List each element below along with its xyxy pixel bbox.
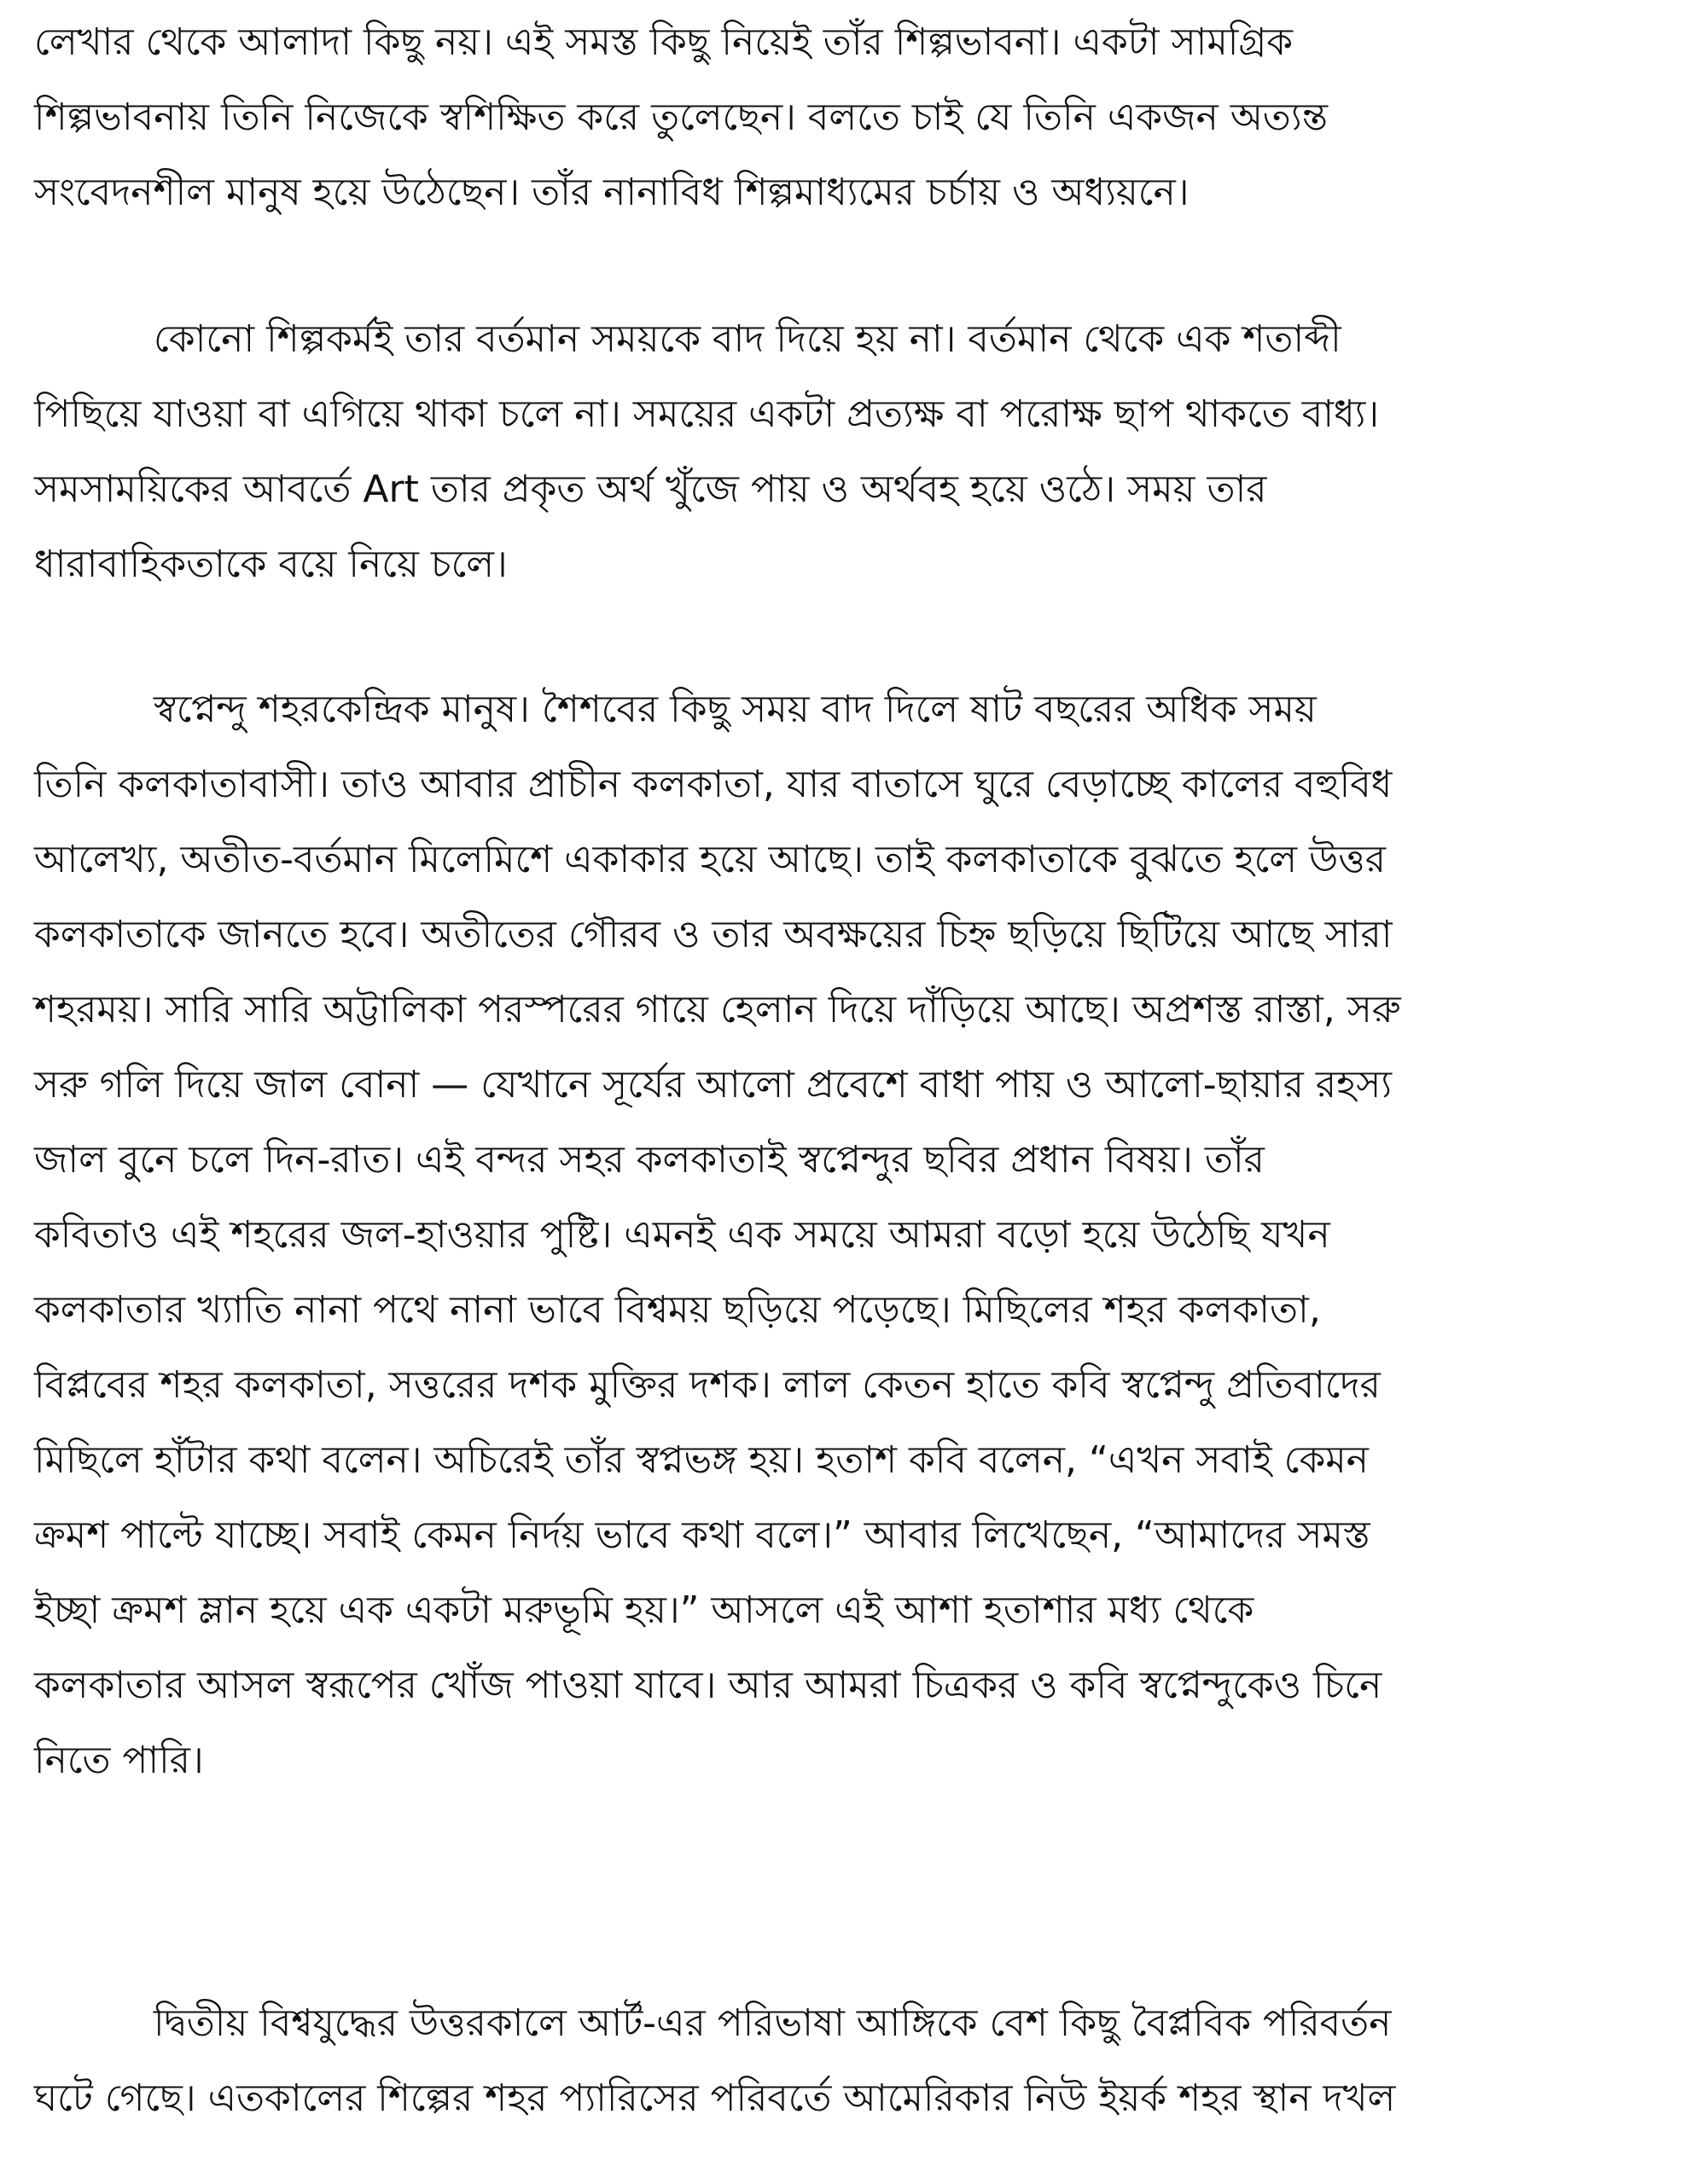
paragraph-4 <box>34 1986 1655 2136</box>
text-line: কবিতাও এই শহরের জল-হাওয়ার পুষ্টি। এমনই এক সময়ে আমরা বড়ো হয়ে উঠেছি যখন <box>34 1213 1330 1257</box>
text-line: ধারাবাহিকতাকে বয়ে নিয়ে চলে। <box>34 543 508 586</box>
paragraph-3 <box>34 672 1655 1798</box>
text-line: সমসাময়িকের আবর্তে Art তার প্রকৃত অর্থ খুঁজে পায় ও অর্থবহ হয়ে ওঠে। সময় তার <box>34 468 1267 511</box>
text-line: ক্রমশ পাল্টে যাচ্ছে। সবাই কেমন নির্দয় ভাবে কথা বলে।” আবার লিখেছেন, “আমাদের সমস্ত <box>34 1513 1370 1557</box>
text-line: স্বপ্নেন্দু শহরকেন্দ্রিক মানুষ। শৈশবের কিছু সময় বাদ দিলে ষাট বছরের অধিক সময় <box>154 688 1317 731</box>
text-line: কলকাতাকে জানতে হবে। অতীতের গৌরব ও তার অবক্ষয়ের চিহ্ন ছড়িয়ে ছিটিয়ে আছে সারা <box>34 913 1393 956</box>
paragraph-2 <box>34 302 1655 602</box>
text-line: কলকাতার আসল স্বরূপের খোঁজ পাওয়া যাবে। আর আমরা চিত্রকর ও কবি স্বপ্নেন্দুকেও চিনে <box>34 1664 1382 1707</box>
text-line: সংবেদনশীল মানুষ হয়ে উঠেছেন। তাঁর নানাবিধ শিল্পমাধ্যমের চর্চায় ও অধ্যয়নে। <box>34 171 1190 214</box>
text-line: মিছিলে হাঁটার কথা বলেন। অচিরেই তাঁর স্বপ্নভঙ্গ হয়। হতাশ কবি বলেন, “এখন সবাই কেমন <box>34 1438 1369 1482</box>
text-line: কোনো শিল্পকর্মই তার বর্তমান সময়কে বাদ দিয়ে হয় না। বর্তমান থেকে এক শতাব্দী <box>154 317 1341 361</box>
text-line: তিনি কলকাতাবাসী। তাও আবার প্রাচীন কলকাতা, যার বাতাসে ঘুরে বেড়াচ্ছে কালের বহুবিধ <box>34 763 1393 806</box>
text-line: ইচ্ছা ক্রমশ ম্লান হয়ে এক একটা মরুভূমি হয়।” আসলে এই আশা হতাশার মধ্য থেকে <box>34 1589 1254 1632</box>
text-line: কলকাতার খ্যাতি নানা পথে নানা ভাবে বিশ্বময় ছড়িয়ে পড়েছে। মিছিলের শহর কলকাতা, <box>34 1288 1321 1332</box>
text-line: পিছিয়ে যাওয়া বা এগিয়ে থাকা চলে না। সময়ের একটা প্রত্যক্ষ বা পরোক্ষ ছাপ থাকতে বাধ্য। <box>34 392 1380 436</box>
text-line: বিপ্লবের শহর কলকাতা, সত্তরের দশক মুক্তির দশক। লাল কেতন হাতে কবি স্বপ্নেন্দু প্রতিবাদের <box>34 1363 1381 1407</box>
text-line: আলেখ্য, অতীত-বর্তমান মিলেমিশে একাকার হয়ে আছে। তাই কলকাতাকে বুঝতে হলে উত্তর <box>34 838 1386 881</box>
paragraph-1 <box>34 5 1655 230</box>
text-line: নিতে পারি। <box>34 1739 204 1782</box>
text-line: সরু গলি দিয়ে জাল বোনা — যেখানে সূর্যের আলো প্রবেশে বাধা পায় ও আলো-ছায়ার রহস্য <box>34 1063 1393 1107</box>
text-line: জাল বুনে চলে দিন-রাত। এই বন্দর সহর কলকাতাই স্বপ্নেন্দুর ছবির প্রধান বিষয়। তাঁর <box>34 1138 1265 1182</box>
text-line: দ্বিতীয় বিশ্বযুদ্ধের উত্তরকালে আর্ট-এর পরিভাষা আঙ্গিকে বেশ কিছু বৈপ্লবিক পরিবর্তন <box>154 2001 1392 2045</box>
text-line: শিল্পভাবনায় তিনি নিজেকে স্বশিক্ষিত করে তুলেছেন। বলতে চাই যে তিনি একজন অত্যন্ত <box>34 96 1328 139</box>
text-line: শহরময়। সারি সারি অট্টালিকা পরস্পরের গায়ে হেলান দিয়ে দাঁড়িয়ে আছে। অপ্রশস্ত রাস্তা, সরু <box>34 988 1401 1031</box>
text-line: লেখার থেকে আলাদা কিছু নয়। এই সমস্ত কিছু নিয়েই তাঁর শিল্পভাবনা। একটা সামগ্রিক <box>34 20 1294 64</box>
text-line: ঘটে গেছে। এতকালের শিল্পের শহর প্যারিসের পরিবর্তে আমেরিকার নিউ ইয়র্ক শহর স্থান দখল <box>34 2077 1396 2120</box>
